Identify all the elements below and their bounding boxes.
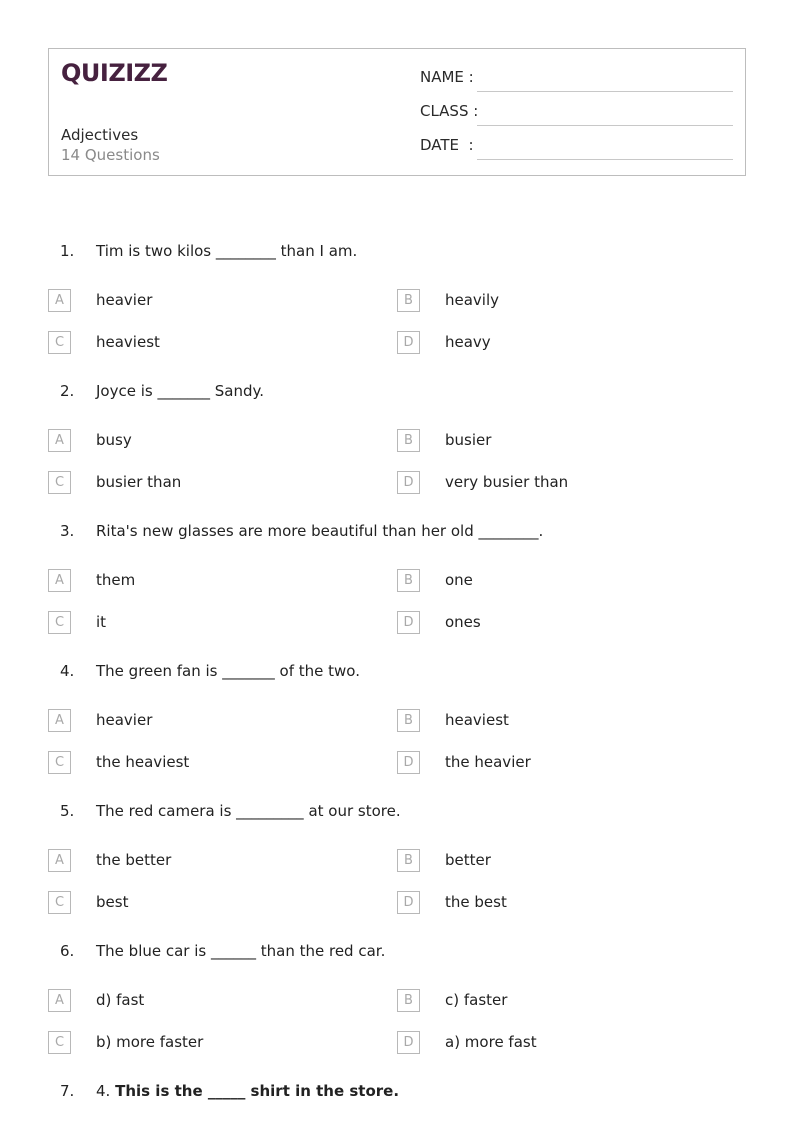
question-number: 2. [60, 382, 75, 400]
option-d-box[interactable]: D [397, 891, 420, 914]
option-a-box[interactable]: A [48, 709, 71, 732]
question-number: 1. [60, 242, 75, 260]
option-b-text: busier [445, 431, 492, 449]
question-bold-text: This is the _____ shirt in the store. [115, 1082, 400, 1100]
date-field[interactable] [420, 136, 733, 160]
option-d-text: the best [445, 893, 507, 911]
question-text: The green fan is _______ of the two. [96, 662, 360, 680]
option-d-box[interactable]: D [397, 331, 420, 354]
question-number: 3. [60, 522, 75, 540]
option-b-text: heaviest [445, 711, 509, 729]
question-5 [0, 802, 794, 942]
question-3 [0, 522, 794, 662]
option-a-box[interactable]: A [48, 569, 71, 592]
option-a-text: heavier [96, 711, 153, 729]
question-text: Tim is two kilos ________ than I am. [96, 242, 358, 260]
option-c-box[interactable]: C [48, 611, 71, 634]
option-d-text: a) more fast [445, 1033, 537, 1051]
question-number: 4. [60, 662, 75, 680]
option-b-text: c) faster [445, 991, 508, 1009]
option-d-text: heavy [445, 333, 491, 351]
worksheet-header [48, 48, 746, 176]
quizizz-logo: QUIZIZZ [61, 59, 168, 87]
question-text: The blue car is ______ than the red car. [96, 942, 386, 960]
question-4 [0, 662, 794, 802]
option-b-box[interactable]: B [397, 709, 420, 732]
option-c-box[interactable]: C [48, 471, 71, 494]
option-b-box[interactable]: B [397, 429, 420, 452]
question-prefix: 4. [96, 1082, 116, 1100]
option-a-text: busy [96, 431, 132, 449]
question-text [96, 1082, 399, 1100]
option-a-text: d) fast [96, 991, 145, 1009]
option-a-box[interactable]: A [48, 289, 71, 312]
option-c-box[interactable]: C [48, 331, 71, 354]
question-text: Rita's new glasses are more beautiful than her old ________. [96, 522, 544, 540]
name-field[interactable] [420, 68, 733, 92]
name-label: NAME : [420, 68, 474, 86]
question-2 [0, 382, 794, 522]
option-c-text: the heaviest [96, 753, 190, 771]
option-c-text: heaviest [96, 333, 160, 351]
option-c-text: best [96, 893, 129, 911]
option-c-box[interactable]: C [48, 1031, 71, 1054]
option-d-box[interactable]: D [397, 611, 420, 634]
option-d-text: very busier than [445, 473, 569, 491]
date-label: DATE : [420, 136, 474, 154]
question-text: The red camera is _________ at our store. [96, 802, 401, 820]
option-d-box[interactable]: D [397, 751, 420, 774]
question-text: Joyce is _______ Sandy. [96, 382, 264, 400]
class-field[interactable] [420, 102, 733, 126]
option-a-text: heavier [96, 291, 153, 309]
question-number: 7. [60, 1082, 75, 1100]
option-c-box[interactable]: C [48, 891, 71, 914]
question-number: 5. [60, 802, 75, 820]
option-c-box[interactable]: C [48, 751, 71, 774]
class-label: CLASS : [420, 102, 479, 120]
option-b-text: better [445, 851, 491, 869]
option-d-box[interactable]: D [397, 471, 420, 494]
question-7 [0, 1082, 794, 1112]
class-line[interactable] [477, 125, 733, 126]
option-a-box[interactable]: A [48, 429, 71, 452]
option-c-text: busier than [96, 473, 182, 491]
name-line[interactable] [477, 91, 733, 92]
date-line[interactable] [477, 159, 733, 160]
option-d-text: ones [445, 613, 481, 631]
option-a-box[interactable]: A [48, 989, 71, 1012]
option-a-text: them [96, 571, 136, 589]
question-count: 14 Questions [61, 146, 160, 164]
option-b-text: one [445, 571, 473, 589]
option-a-text: the better [96, 851, 172, 869]
option-c-text: b) more faster [96, 1033, 204, 1051]
option-b-box[interactable]: B [397, 849, 420, 872]
option-d-box[interactable]: D [397, 1031, 420, 1054]
option-b-box[interactable]: B [397, 989, 420, 1012]
option-d-text: the heavier [445, 753, 531, 771]
option-b-box[interactable]: B [397, 569, 420, 592]
question-1 [0, 242, 794, 382]
question-6 [0, 942, 794, 1082]
question-number: 6. [60, 942, 75, 960]
option-b-box[interactable]: B [397, 289, 420, 312]
worksheet-title: Adjectives [61, 126, 139, 144]
option-c-text: it [96, 613, 107, 631]
option-a-box[interactable]: A [48, 849, 71, 872]
option-b-text: heavily [445, 291, 500, 309]
